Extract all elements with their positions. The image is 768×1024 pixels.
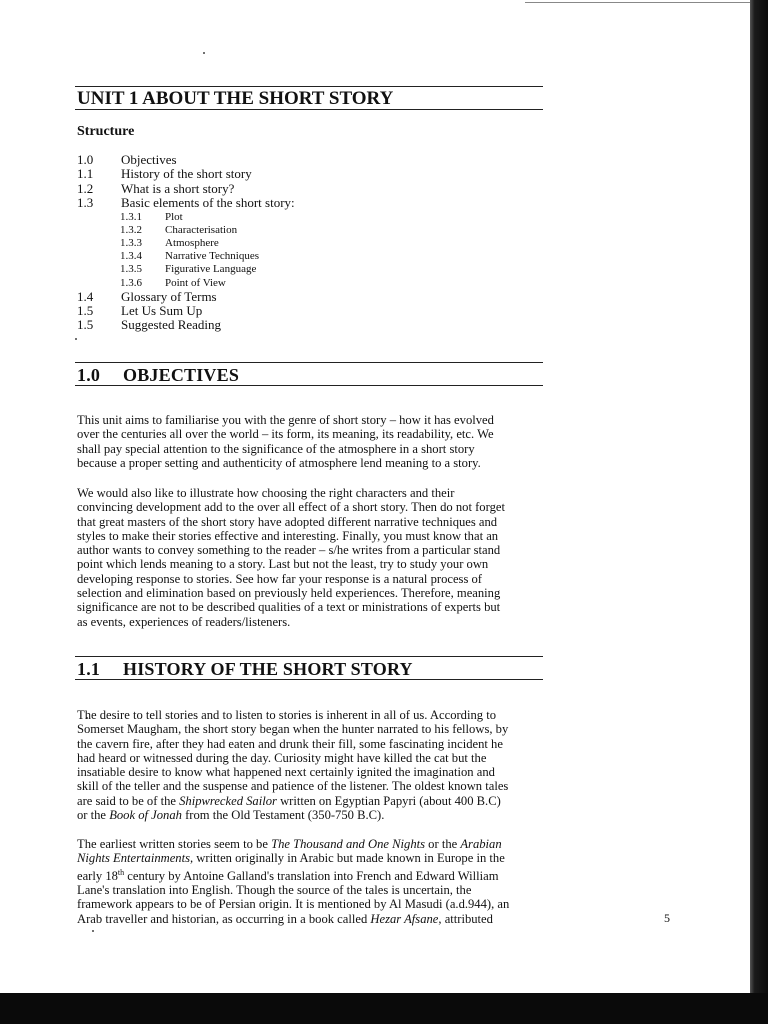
toc-item: 1.1 History of the short story <box>77 166 252 182</box>
objectives-paragraph-2: We would also like to illustrate how choosing the right characters and their convincing development add to the over all effect of a short story. Then do not forget that great masters of the short story have adopted different narrative techniques and styles to make their stories effective and interesting. Finally, you must know that an author wants to convey something to the reader – s/he writes from a particular stand point which lends meaning to a story. Last but not the least, try to study your own developing response to stories. See how far your response is a natural process of selection and elimination based on previously held experiences. Therefore, meaning significance are not to be described qualities of a text or ministrations of experts but as events, experiences of readers/listeners. <box>77 486 505 629</box>
scan-bottom-band <box>0 993 768 1024</box>
structure-toc <box>77 153 295 333</box>
toc-subitem: 1.3.3 Atmosphere <box>120 236 219 249</box>
history-paragraph-1: The desire to tell stories and to listen to stories is inherent in all of us. According to Somerset Maugham, the short story began when the hunter narrated to his fellows, by the cavern fire, after they had eaten and drunk their fill, some fascinating incident he had heard or witnessed during the day. Curiosity might have killed the cat but the insatiable desire to know what happened next certainly ignited the imagination and skill of the teller and the suspense and patience of the listener. The oldest known tales are said to be of the Shipwrecked Sailor written on Egyptian Papyri (about 400 B.C) or the Book of Jonah from the Old Testament (350-750 B.C). <box>77 708 509 823</box>
objectives-rule-bottom <box>75 385 543 386</box>
scan-speck <box>75 338 77 340</box>
scan-speck <box>203 52 205 54</box>
page-number: 5 <box>664 911 670 925</box>
toc-item: 1.4 Glossary of Terms <box>77 288 217 304</box>
toc-subitem: 1.3.5 Figurative Language <box>120 263 257 276</box>
scan-speck <box>92 930 94 932</box>
objectives-rule-top <box>75 362 543 363</box>
history-paragraph-2: The earliest written stories seem to be The Thousand and One Nights or the Arabian Nights Entertainments, written originally in Arabic but made known in Europe in the early 18th century by Antoine Galland's translation into French and Edward William Lane's translation into English. Though the source of the tales is uncertain, the framework appears to be of Persian origin. It is mentioned by Al Masudi (a.d.944), an Arab traveller and historian, as occurring in a book called Hezar Afsane, attributed <box>77 837 510 926</box>
unit-title: UNIT 1 ABOUT THE SHORT STORY <box>77 88 394 109</box>
history-rule-bottom <box>75 679 543 680</box>
toc-item: 1.5 Let Us Sum Up <box>77 303 203 319</box>
toc-item: 1.5 Suggested Reading <box>77 317 222 333</box>
structure-label: Structure <box>77 124 135 139</box>
title-rule-bottom <box>75 109 543 110</box>
title-rule-top <box>75 86 543 87</box>
toc-subitem: 1.3.1 Plot <box>120 210 183 223</box>
objectives-heading: 1.0 OBJECTIVES <box>77 365 240 385</box>
history-rule-top <box>75 656 543 657</box>
objectives-paragraph-1: This unit aims to familiarise you with the genre of short story – how it has evolved over the centuries all over the world – its form, its meaning, its readability, etc. We shall pay special attention to the significance of the atmosphere in a short story because a proper setting and authenticity of atmosphere lend meaning to a story. <box>77 413 494 470</box>
toc-subitem: 1.3.6 Point of View <box>120 276 226 289</box>
toc-item: 1.0 Objectives <box>77 152 177 167</box>
toc-subitem: 1.3.4 Narrative Techniques <box>120 250 260 263</box>
scan-right-edge <box>750 0 768 1024</box>
toc-item: 1.2 What is a short story? <box>77 180 235 196</box>
toc-item: 1.3 Basic elements of the short story: <box>77 195 295 211</box>
scan-top-rule <box>525 2 768 3</box>
history-heading: 1.1 HISTORY OF THE SHORT STORY <box>77 659 413 679</box>
toc-subitem: 1.3.2 Characterisation <box>120 223 238 236</box>
